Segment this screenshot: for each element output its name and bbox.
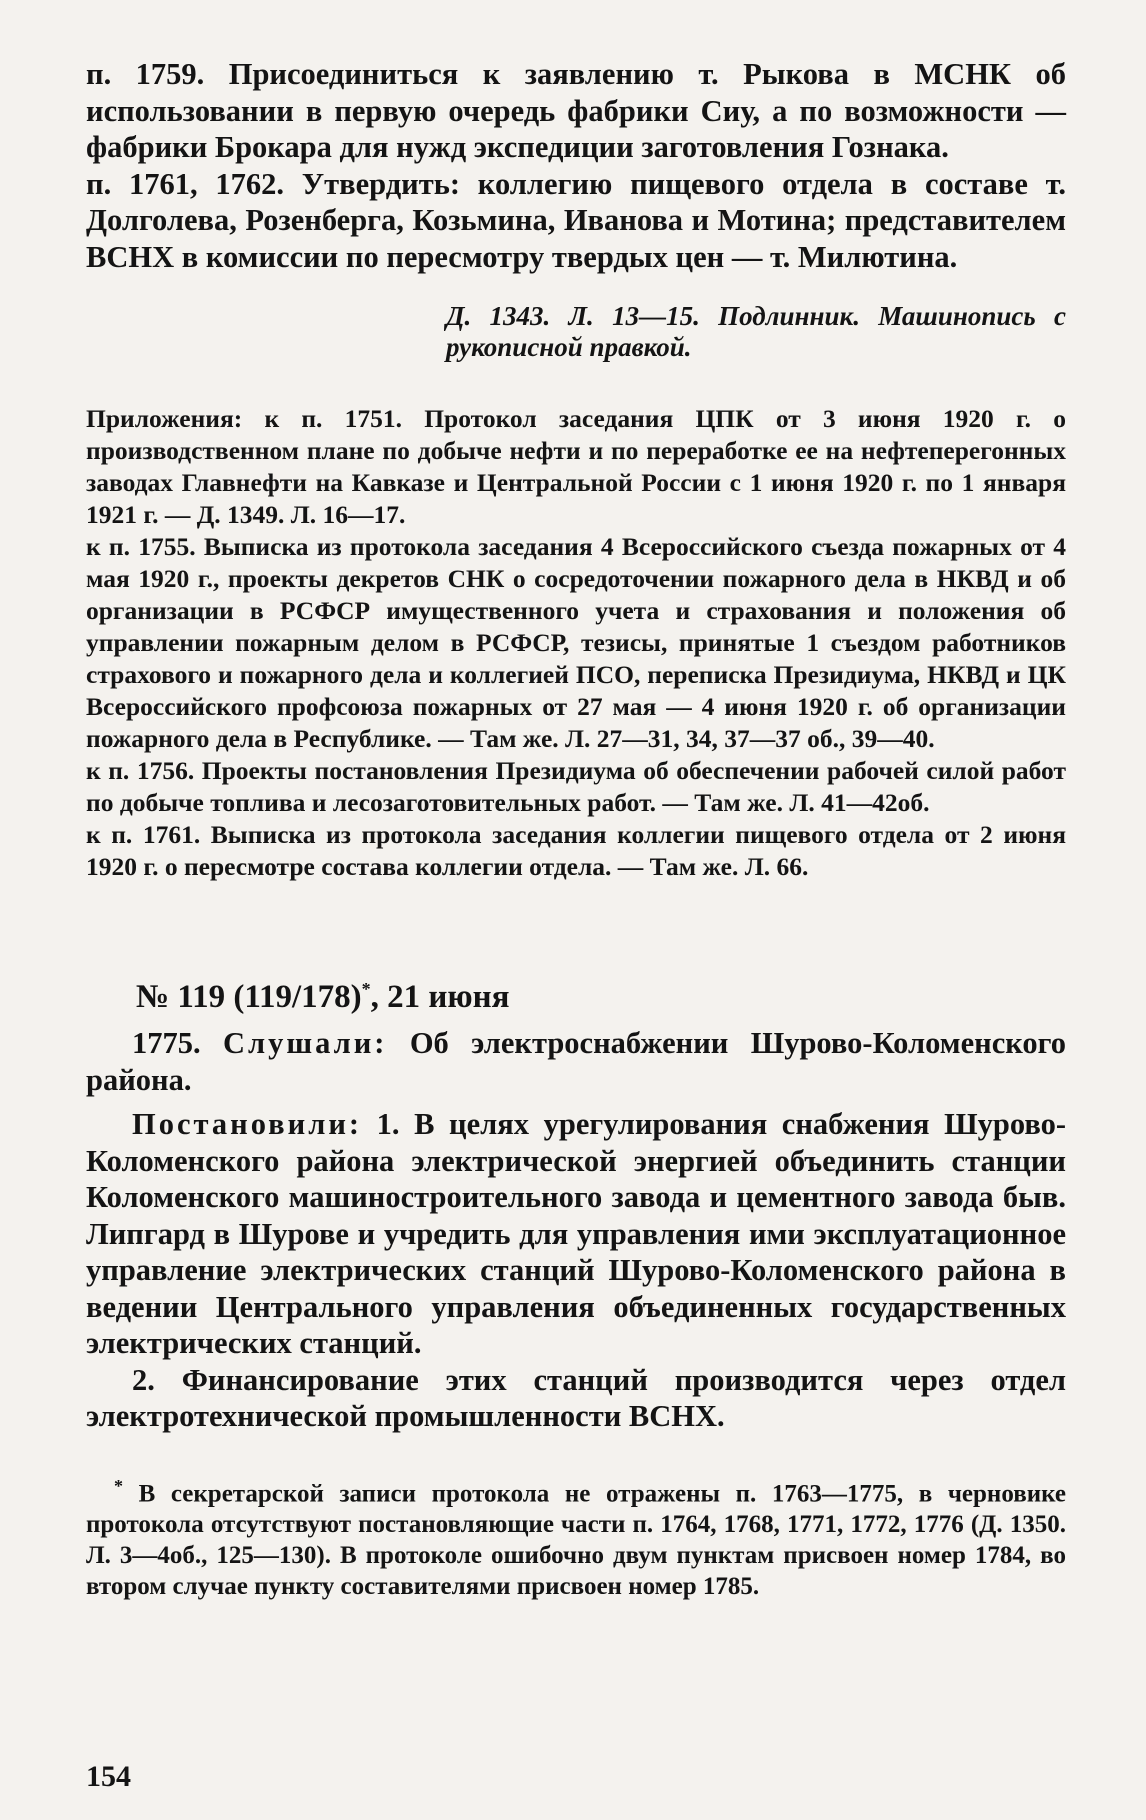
appendix-item: к п. 1756. Проекты постановления Президиума об обеспечении рабочей силой работ по добыче топлива и лесозаготовительных работ. — Там же. Л. 41—42об.: [86, 756, 1066, 817]
page-number: 154: [86, 1760, 131, 1793]
appendix-item: к п. 1755. Выписка из протокола заседания 4 Всероссийского съезда пожарных от 4 мая 1920 г., проекты декретов СНК о сосредоточении пожарного дела в НКВД и об организации в РСФСР имущественного учета и страхования и положения об управлении пожарным делом в РСФСР, тезисы, принятые 1 съездом работников страхового и пожарного дела и коллегией ПСО, переписка Президиума, НКВД и ЦК Всероссийского профсоюза пожарных от 27 мая — 4 июня 1920 г. об организации пожарного дела в Республике. — Там же. Л. 27—31, 34, 37—37 об., 39—40.: [86, 532, 1066, 753]
item-number: 1775.: [132, 1026, 201, 1060]
appendices-list: [86, 403, 1066, 883]
footnote-reference-mark: *: [361, 979, 371, 999]
item-1775-heard: [86, 1025, 1066, 1098]
document-number: № 119 (119/178): [136, 979, 362, 1015]
footnote: [86, 1471, 1066, 1602]
resolved-label: Постановили:: [132, 1107, 363, 1141]
footnote-mark: *: [114, 1475, 123, 1496]
decision-1761-1762: п. 1761, 1762. Утвердить: коллегию пищевого отдела в составе т. Долголева, Розенберга, Козьмина, Иванова и Мотина; представителем ВСНХ в комиссии по пересмотру твердых цен — т. Милютина.: [86, 166, 1066, 274]
resolution-paragraph-2: 2. Финансирование этих станций производится через отдел электротехнической промышленности ВСНХ.: [86, 1362, 1066, 1433]
resolution-paragraph-1: [86, 1106, 1066, 1362]
page-content: [86, 56, 1066, 1627]
footnote-text: В секретарской записи протокола не отражены п. 1763—1775, в черновике протокола отсутствуют постановляющие части п. 1764, 1768, 1771, 1772, 1776 (Д. 1350. Л. 3—4об., 125—130). В протоколе ошибочно двум пунктам присвоен номер 1784, во втором случае пункту составителями присвоен номер 1785.: [86, 1479, 1066, 1600]
decision-1759: п. 1759. Присоединиться к заявлению т. Рыкова в МСНК об использовании в первую очередь фабрики Сиу, а по возможности — фабрики Брокара для нужд экспедиции заготовления Гознака.: [86, 57, 1066, 164]
heard-text: Об электроснабжении Шурово-Коломенского района.: [86, 1026, 1066, 1097]
appendix-item: Приложения: к п. 1751. Протокол заседания ЦПК от 3 июня 1920 г. о производственном плане по добыче нефти и по переработке ее на нефтеперегонных заводах Главнефти на Кавказе и Центральной России с 1 июня 1920 г. по 1 января 1921 г. — Д. 1349. Л. 16—17.: [86, 404, 1066, 529]
document-date: , 21 июня: [370, 979, 510, 1015]
archival-source-note: Д. 1343. Л. 13—15. Подлинник. Машинопись с рукописной правкой.: [446, 301, 1066, 362]
appendix-item: к п. 1761. Выписка из протокола заседания коллегии пищевого отдела от 2 июня 1920 г. о пересмотре состава коллегии отдела. — Там же. Л. 66.: [86, 820, 1066, 881]
heard-label: Слушали:: [222, 1026, 388, 1060]
resolution-text-1: 1. В целях урегулирования снабжения Шурово-Коломенского района электрической энергией объединить станции Коломенского машиностроительного завода и цементного завода быв. Липгард в Шурове и учредить для управления ими эксплуатационное управление электрических станций Шурово-Коломенского района в ведении Центрального управления объединенных государственных электрических станций.: [86, 1107, 1067, 1360]
document-heading: [136, 969, 1066, 1017]
